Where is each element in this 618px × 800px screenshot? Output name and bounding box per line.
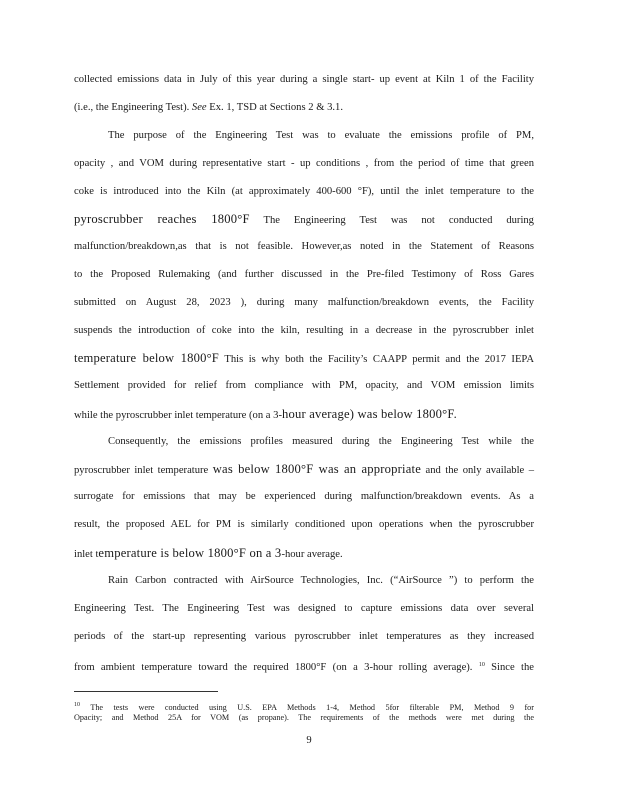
page-number: 9 (306, 735, 312, 746)
body-text: and the only available – (425, 465, 535, 476)
emphasis-text: emperature is below 1800°F on a 3 (98, 546, 282, 560)
body-text: while the pyroscrubber inlet temperature (on a 3- (74, 410, 282, 421)
body-line: suspends the introduction of coke into the kiln, resulting in a decrease in the pyroscrubber inlet (74, 325, 534, 336)
footnote-line: Opacity; and Method 25A for VOM (as propane). The requirements of the methods were met during the (74, 713, 534, 722)
body-line (74, 658, 534, 675)
body-line (74, 212, 534, 228)
body-line (74, 101, 534, 115)
body-line: result, the proposed AEL for PM is similarly conditioned upon operations when the pyroscrubber (74, 519, 534, 530)
body-line (74, 407, 534, 423)
emphasis-text: pyroscrubber reaches 1800°F (74, 212, 250, 226)
body-line: collected emissions data in July of this year during a single start- up event at Kiln 1 of the Facility (74, 74, 534, 85)
footnote-reference[interactable]: 10 (478, 662, 485, 668)
body-line: Engineering Test. The Engineering Test was designed to capture emissions data over several (74, 603, 534, 614)
body-text: This is why both the Facility’s CAAPP permit and the 2017 IEPA (224, 354, 534, 365)
body-line (74, 462, 534, 478)
emphasis-text: was below 1800°F was an appropriate (212, 462, 422, 476)
body-text: Since the (491, 662, 534, 673)
body-line: Rain Carbon contracted with AirSource Technologies, Inc. (“AirSource ”) to perform the (108, 575, 534, 586)
body-line: surrogate for emissions that may be experienced during malfunction/breakdown events. As a (74, 491, 534, 502)
emphasis-text: temperature below 1800°F (74, 351, 220, 365)
body-line (74, 351, 534, 367)
citation-text: Ex. 1, TSD at Sections 2 & 3.1. (206, 102, 343, 113)
body-line: opacity , and VOM during representative start - up conditions , from the period of time that green (74, 158, 534, 169)
body-line: periods of the start-up representing various pyroscrubber inlet temperatures as they increased (74, 631, 534, 642)
body-line: coke is introduced into the Kiln (at approximately 400-600 °F), until the inlet temperature to the (74, 186, 534, 197)
body-text: from ambient temperature toward the required 1800°F (on a 3-hour rolling average). (74, 662, 473, 673)
footnote-divider (74, 691, 218, 692)
footnote-text: The tests were conducted using U.S. EPA Methods 1-4, Method 5for filterable PM, Method 9 for (90, 703, 534, 712)
body-line: malfunction/breakdown,as that is not feasible. However,as noted in the Statement of Reasons (74, 241, 534, 252)
body-text: -hour average. (281, 549, 343, 560)
body-line: Settlement provided for relief from compliance with PM, opacity, and VOM emission limits (74, 380, 534, 391)
body-line (74, 546, 534, 562)
body-line: Consequently, the emissions profiles measured during the Engineering Test while the (108, 436, 534, 447)
body-text: inlet t (74, 549, 99, 560)
footnote-marker: 10 (74, 702, 80, 708)
citation-signal: See (191, 102, 207, 113)
body-line: to the Proposed Rulemaking (and further discussed in the Pre-filed Testimony of Ross Gares (74, 269, 534, 280)
body-text: The Engineering Test was not conducted during (263, 215, 534, 226)
body-text: (i.e., the Engineering Test). (74, 102, 192, 113)
body-line: The purpose of the Engineering Test was to evaluate the emissions profile of PM, (108, 130, 534, 141)
body-line: submitted on August 28, 2023 ), during many malfunction/breakdown events, the Facility (74, 297, 534, 308)
body-text: pyroscrubber inlet temperature (74, 465, 209, 476)
emphasis-text: hour average) was below 1800°F. (281, 407, 457, 421)
